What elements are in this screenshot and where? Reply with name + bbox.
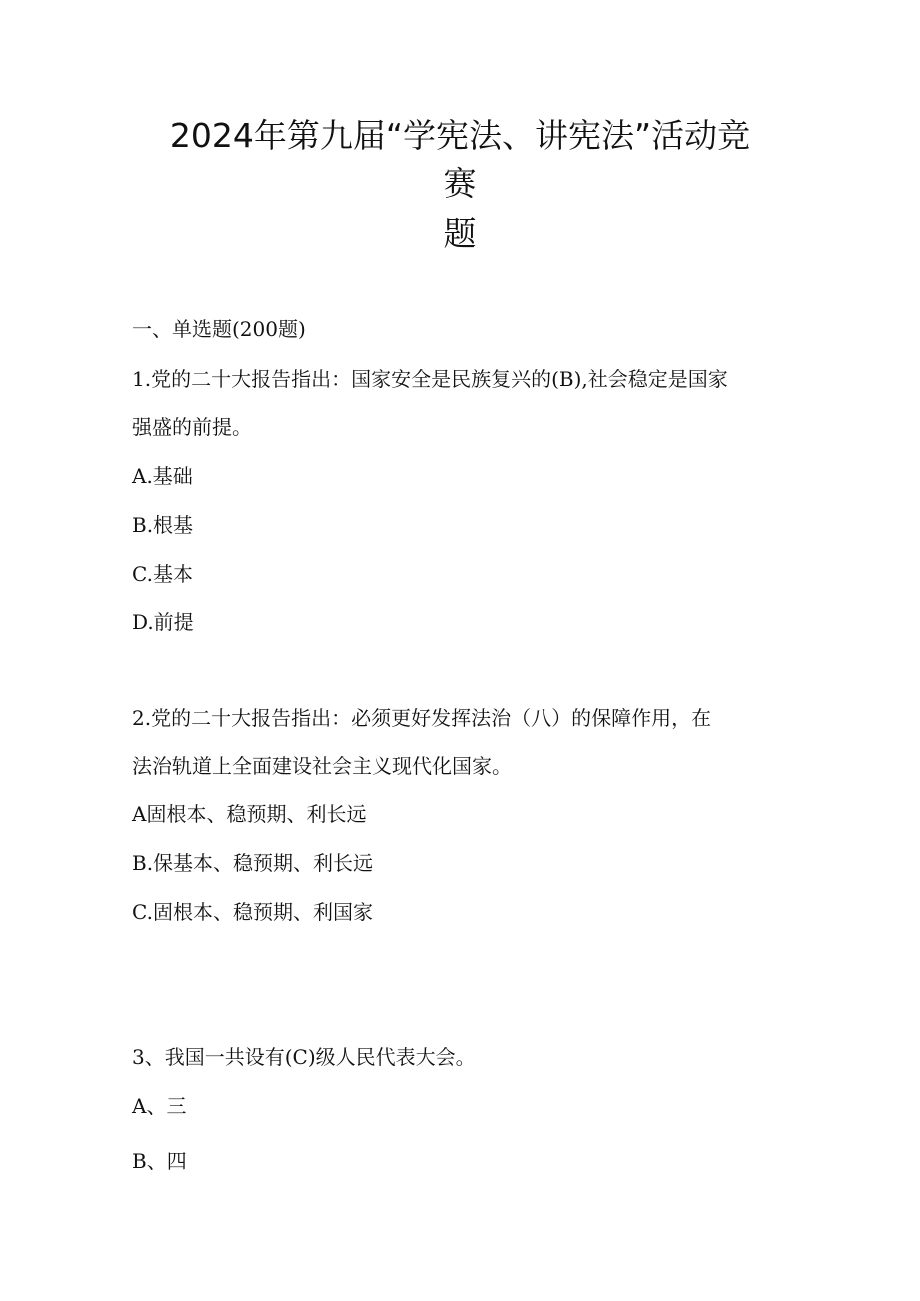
question-2-option-a: A固根本、稳预期、利长远 (132, 802, 367, 826)
document-title-line-2: 赛 (443, 164, 477, 203)
question-3-option-a: A、三 (132, 1094, 187, 1118)
question-2-stem-line-2: 法治轨道上全面建设社会主义现代化国家。 (132, 754, 512, 778)
question-1-option-a: A.基础 (132, 464, 193, 488)
question-3-option-b: B、四 (132, 1149, 187, 1173)
question-1-option-d: D.前提 (132, 610, 194, 634)
question-2-stem-line-1: 2.党的二十大报告指出：必须更好发挥法治（八）的保障作用，在 (132, 706, 712, 730)
question-2-option-b: B.保基本、稳预期、利长远 (132, 851, 374, 875)
question-1-stem-line-2: 强盛的前提。 (132, 415, 252, 439)
question-1-option-b: B.根基 (132, 513, 194, 537)
question-1-option-c: C.基本 (132, 562, 193, 586)
document-title-line-1: 2024年第九届“学宪法、讲宪法”活动竞 (169, 116, 751, 155)
question-1-stem-line-1: 1.党的二十大报告指出：国家安全是民族复兴的(B),社会稳定是国家 (132, 367, 728, 391)
section-heading: 一、单选题(200题) (132, 317, 306, 341)
question-2-option-c: C.固根本、稳预期、利国家 (132, 900, 373, 924)
document-title-line-3: 题 (443, 214, 477, 253)
question-3-stem-line-1: 3、我国一共设有(C)级人民代表大会。 (132, 1045, 476, 1069)
